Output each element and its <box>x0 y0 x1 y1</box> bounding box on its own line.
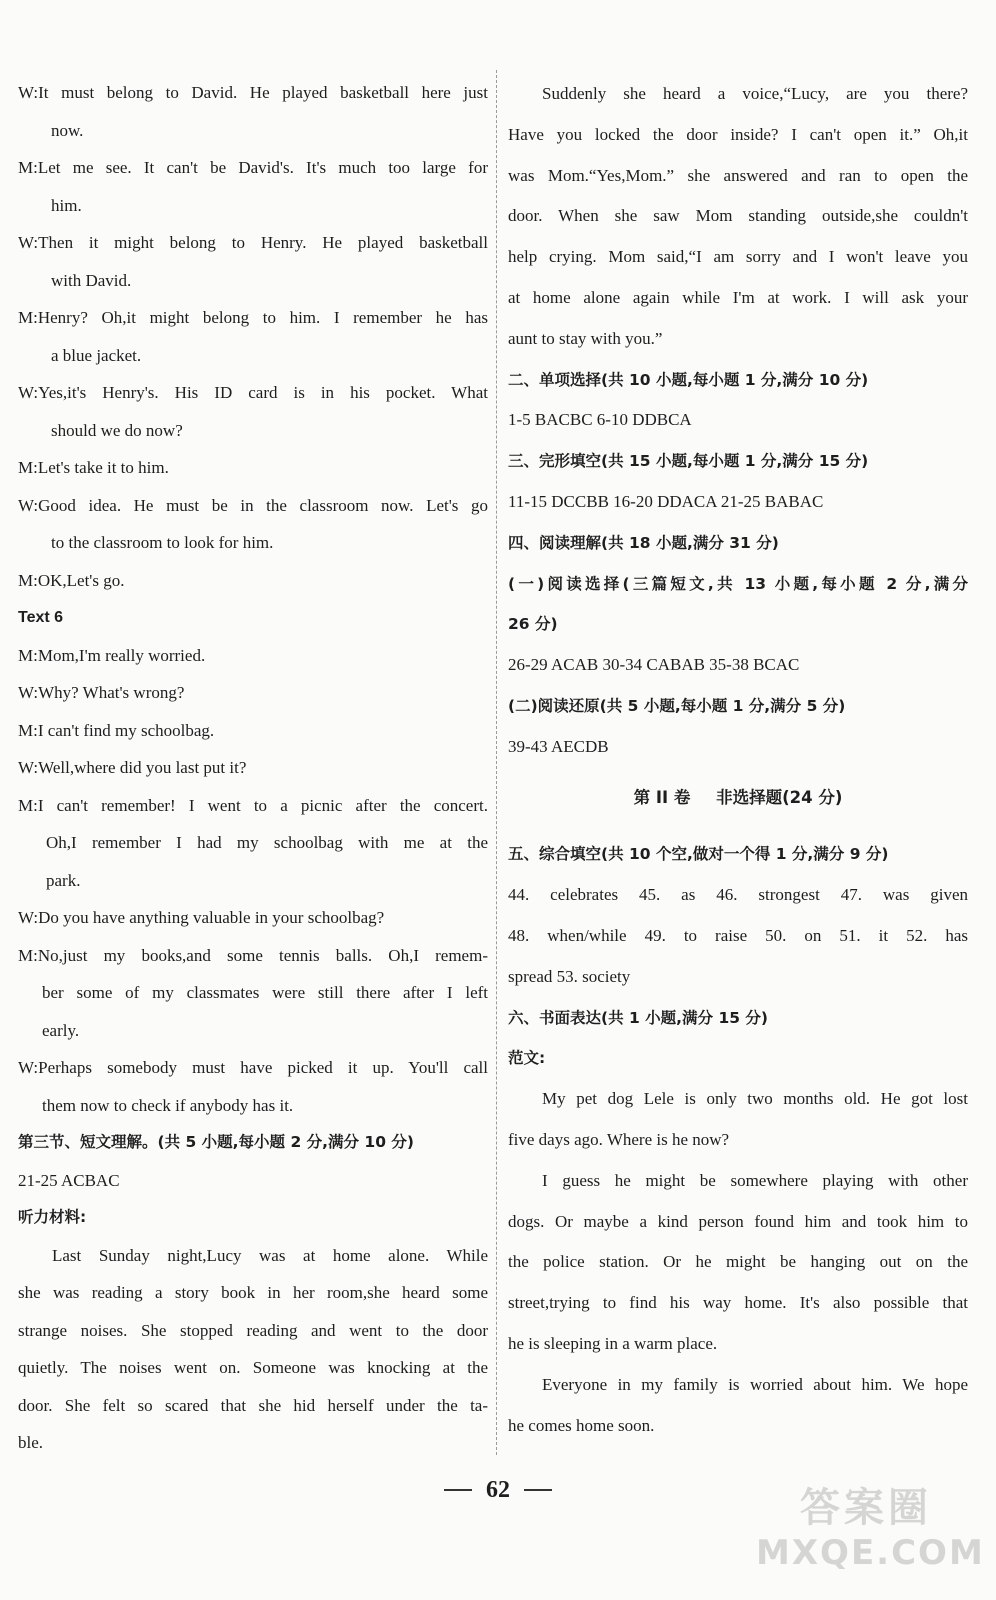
text-line: 44. celebrates 45. as 46. strongest 47. was given <box>508 885 968 905</box>
text-line: W:Do you have anything valuable in your schoolbag? <box>18 908 385 927</box>
text-line: 39-43 AECDB <box>508 736 609 756</box>
text-line: with David. <box>51 270 132 290</box>
part-ii-subtitle: 非选择题(24 分) <box>716 787 843 807</box>
text-line: W:Perhaps somebody must have picked it up. You'll call <box>18 1058 488 1077</box>
text-line: 1-5 BACBC 6-10 DDBCA <box>508 410 692 430</box>
text-line: My pet dog Lele is only two months old. He got lost <box>542 1089 968 1109</box>
text-line: M:Henry? Oh,it might belong to him. I remember he has <box>18 308 488 327</box>
text-line: Suddenly she heard a voice,“Lucy, are you there? <box>542 84 968 103</box>
text-line: (二)阅读还原(共 5 小题,每小题 1 分,满分 5 分) <box>508 696 846 715</box>
text-line: 26 分) <box>508 615 558 634</box>
right-column <box>508 74 968 1446</box>
text-line: Oh,I remember I had my schoolbag with me at the <box>46 833 488 852</box>
text-line: Last Sunday night,Lucy was at home alone. While <box>52 1245 488 1265</box>
text-line: Text 6 <box>18 609 64 626</box>
text-line: 三、完形填空(共 15 小题,每小题 1 分,满分 15 分) <box>508 452 869 471</box>
text-line: M:Mom,I'm really worried. <box>18 645 206 665</box>
text-line: Everyone in my family is worried about him. We hope <box>542 1374 968 1394</box>
text-line: he comes home soon. <box>508 1415 655 1435</box>
text-line: W:Good idea. He must be in the classroom now. Let's go <box>18 495 488 515</box>
text-line: M:No,just my books,and some tennis balls. Oh,I remem- <box>18 945 488 965</box>
text-line: street,trying to find his way home. It's also possible that <box>508 1293 968 1313</box>
text-line: should we do now? <box>51 420 183 440</box>
text-line: she was reading a story book in her room,she heard some <box>18 1283 488 1302</box>
text-line: W:Yes,it's Henry's. His ID card is in his pocket. What <box>18 383 488 402</box>
text-line: 11-15 DCCBB 16-20 DDACA 21-25 BABAC <box>508 491 824 511</box>
text-line: 二、单项选择(共 10 小题,每小题 1 分,满分 10 分) <box>508 370 869 389</box>
text-line: 26-29 ACAB 30-34 CABAB 35-38 BCAC <box>508 655 800 675</box>
text-line: now. <box>51 120 84 140</box>
text-line: M:I can't find my schoolbag. <box>18 720 215 740</box>
watermark-url: MXQE.COM <box>756 1533 985 1573</box>
text-line: I guess he might be somewhere playing with other <box>542 1170 968 1190</box>
text-line: Have you locked the door inside? I can't open it.” Oh,it <box>508 124 968 144</box>
text-line: door. She felt so scared that she hid herself under the ta- <box>18 1395 488 1415</box>
text-line: help crying. Mom said,“I am sorry and I won't leave you <box>508 247 968 267</box>
text-line: early. <box>42 1020 80 1040</box>
text-line: W:Well,where did you last put it? <box>18 758 247 777</box>
text-line: ble. <box>18 1433 44 1452</box>
text-line: door. When she saw Mom standing outside,she couldn't <box>508 206 968 226</box>
text-line: he is sleeping in a warm place. <box>508 1333 718 1353</box>
text-line: W:Why? What's wrong? <box>18 683 185 702</box>
text-line: (一)阅读选择(三篇短文,共 13 小题,每小题 2 分,满分 <box>508 574 968 593</box>
text-line: 听力材料: <box>18 1208 87 1226</box>
text-line: M:Let's take it to him. <box>18 458 169 477</box>
page-number: 62 <box>486 1476 510 1503</box>
text-line: them now to check if anybody has it. <box>42 1095 294 1115</box>
left-column <box>18 74 488 1462</box>
text-line: 48. when/while 49. to raise 50. on 51. it 52. has <box>508 925 968 945</box>
text-line: 五、综合填空(共 10 个空,做对一个得 1 分,满分 9 分) <box>508 845 889 864</box>
text-line: spread 53. society <box>508 966 631 986</box>
text-line: strange noises. She stopped reading and went to the door <box>18 1320 488 1340</box>
text-line: M:OK,Let's go. <box>18 570 125 590</box>
text-line: the police station. Or he might be hanging out on the <box>508 1252 968 1272</box>
watermark-logo-text: 答案圈 <box>800 1485 932 1531</box>
part-ii-title <box>508 778 968 819</box>
footer-dash-left <box>444 1489 472 1491</box>
text-line: 第三节、短文理解。(共 5 小题,每小题 2 分,满分 10 分) <box>18 1133 414 1151</box>
text-line: 四、阅读理解(共 18 小题,满分 31 分) <box>508 533 779 552</box>
right-column-part-a <box>508 74 968 768</box>
text-line: him. <box>51 195 82 215</box>
text-line: at home alone again while I'm at work. I will ask your <box>508 287 968 307</box>
text-line: park. <box>46 870 81 890</box>
text-line: 范文: <box>508 1049 546 1068</box>
watermark-logo <box>756 1476 985 1586</box>
column-divider <box>496 70 497 1455</box>
text-line: five days ago. Where is he now? <box>508 1129 730 1149</box>
footer-dash-right <box>524 1489 552 1491</box>
text-line: to the classroom to look for him. <box>51 533 274 552</box>
text-line: M:Let me see. It can't be David's. It's much too large for <box>18 158 488 177</box>
text-line: W:Then it might belong to Henry. He played basketball <box>18 233 488 252</box>
right-column-part-b <box>508 834 968 1446</box>
text-line: quietly. The noises went on. Someone was knocking at the <box>18 1358 488 1377</box>
text-line: 21-25 ACBAC <box>18 1170 120 1190</box>
text-line: M:I can't remember! I went to a picnic after the concert. <box>18 795 488 815</box>
text-line: 六、书面表达(共 1 小题,满分 15 分) <box>508 1008 768 1027</box>
part-ii-label: 第 II 卷 <box>633 787 691 807</box>
text-line: aunt to stay with you.” <box>508 328 663 348</box>
text-line: ber some of my classmates were still there after I left <box>42 983 488 1002</box>
text-line: was Mom.“Yes,Mom.” she answered and ran to open the <box>508 165 968 185</box>
text-line: dogs. Or maybe a kind person found him and took him to <box>508 1211 968 1231</box>
text-line: W:It must belong to David. He played basketball here just <box>18 83 488 102</box>
text-line: a blue jacket. <box>51 345 142 365</box>
